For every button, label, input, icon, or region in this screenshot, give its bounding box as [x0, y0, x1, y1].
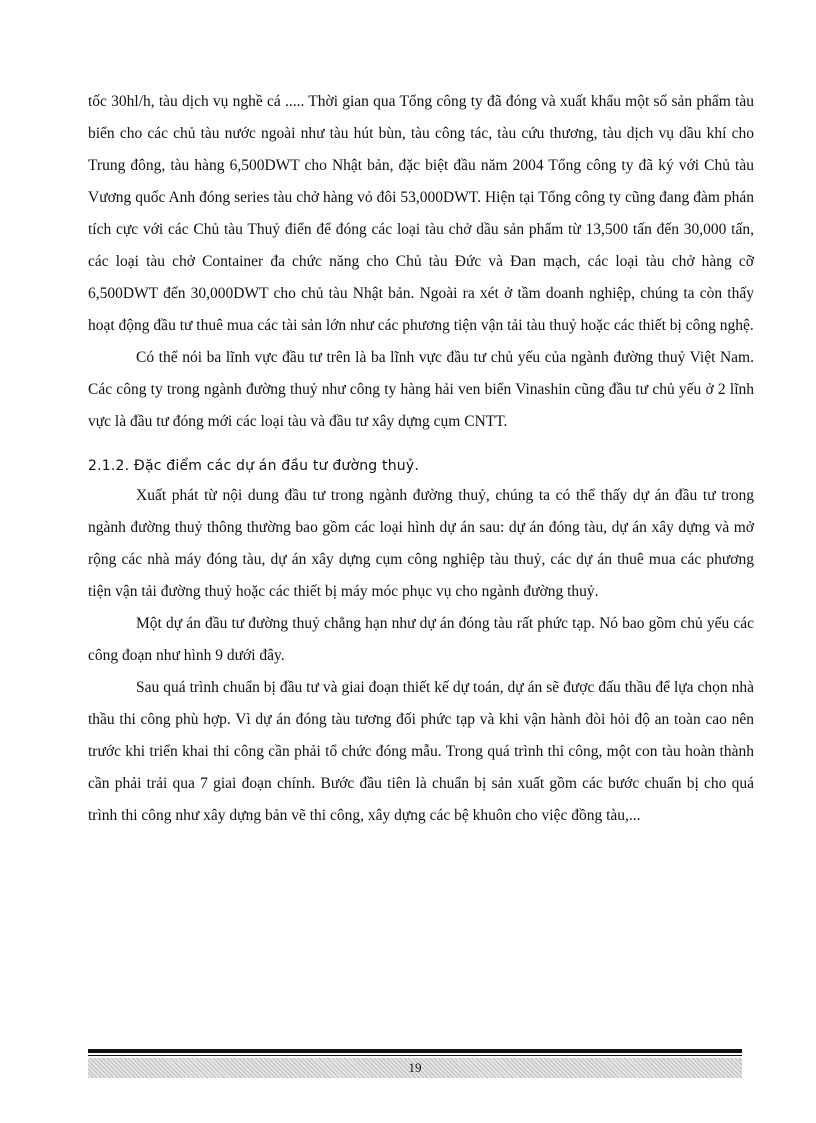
section-heading: 2.1.2. Đặc điểm các dự án đầu tư đường thuỷ. — [88, 458, 420, 474]
document-body — [88, 86, 754, 832]
paragraph: Có thể nói ba lĩnh vực đầu tư trên là ba lĩnh vực đầu tư chủ yếu của ngành đường thuỷ Việt Nam. Các công ty trong ngành đường thuỷ như công ty hàng hải ven biển Vinashin cũng đầu tư chủ yếu ở 2 lĩnh vực là đầu tư đóng mới các loại tàu và đầu tư xây dựng cụm CNTT. — [88, 349, 754, 430]
paragraph: tốc 30hl/h, tàu dịch vụ nghề cá ..... Thời gian qua Tổng công ty đã đóng và xuất khẩu một số sản phẩm tàu biển cho các chủ tàu nước ngoài như tàu hút bùn, tàu công tác, tàu cứu thương, tàu dịch vụ dầu khí cho Trung đông, tàu hàng 6,500DWT cho Nhật bản, đặc biệt đầu năm 2004 Tổng công ty đã ký với Chủ tàu Vương quốc Anh đóng series tàu chở hàng vỏ đôi 53,000DWT. Hiện tại Tổng công ty cũng đang đàm phán tích cực với các Chủ tàu Thuỷ điển để đóng các loại tàu chở dầu sản phẩm từ 13,500 tấn đến 30,000 tấn, các loại tàu chở Container đa chức năng cho Chủ tàu Đức và Đan mạch, các loại tàu chở hàng cỡ 6,500DWT đến 30,000DWT cho chủ tàu Nhật bản. Ngoài ra xét ở tầm doanh nghiệp, chúng ta còn thấy hoạt động đầu tư thuê mua các tài sản lớn như các phương tiện vận tải tàu thuỷ hoặc các thiết bị công nghệ. — [88, 93, 754, 334]
paragraph: Xuất phát từ nội dung đầu tư trong ngành đường thuỷ, chúng ta có thể thấy dự án đầu tư trong ngành đường thuỷ thông thường bao gồm các loại hình dự án sau: dự án đóng tàu, dự án xây dựng và mở rộng các nhà máy đóng tàu, dự án xây dựng cụm công nghiệp tàu thuỷ, các dự án thuê mua các phương tiện vận tải đường thuỷ hoặc các thiết bị máy móc phục vụ cho ngành đường thuỷ. — [88, 487, 754, 600]
footer-band — [88, 1058, 742, 1078]
page-number: 19 — [408, 1060, 422, 1075]
footer-divider — [88, 1049, 742, 1053]
paragraph: Sau quá trình chuẩn bị đầu tư và giai đoạn thiết kế dự toán, dự án sẽ được đấu thầu để lựa chọn nhà thầu thi công phù hợp. Vì dự án đóng tàu tương đối phức tạp và khi vận hành đòi hỏi độ an toàn cao nên trước khi triển khai thi công cần phải tổ chức đóng mẫu. Trong quá trình thi công, một con tàu hoàn thành cần phải trải qua 7 giai đoạn chính. Bước đầu tiên là chuẩn bị sản xuất gồm các bước chuẩn bị cho quá trình thi công như xây dựng bản vẽ thi công, xây dựng các bệ khuôn cho việc đồng tàu,... — [88, 679, 754, 824]
footer-divider-thin — [88, 1055, 742, 1056]
paragraph: Một dự án đầu tư đường thuỷ chẳng hạn như dự án đóng tàu rất phức tạp. Nó bao gồm chủ yếu các công đoạn như hình 9 dưới đây. — [88, 615, 754, 664]
